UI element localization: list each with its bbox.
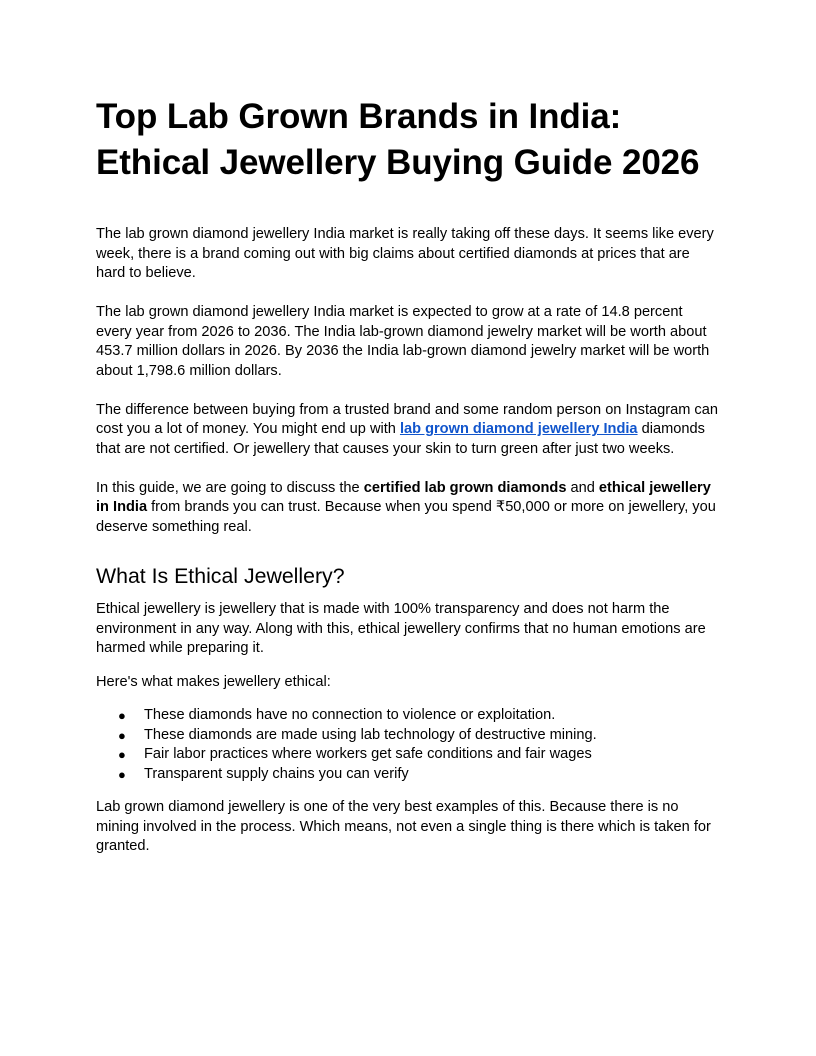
bullet-icon: ●: [118, 766, 126, 782]
trusted-brand-text-end: diamonds that are not certified. Or jewellery that causes your skin to turn green after just two weeks.: [96, 421, 705, 457]
bullet-icon: ●: [118, 708, 126, 723]
section-heading: What Is Ethical Jewellery?: [96, 564, 345, 588]
lab-grown-jewellery-link[interactable]: lab grown diamond jewellery India: [399, 421, 638, 437]
list-item: [96, 765, 720, 785]
guide-bold-ethical: ethical jewellery in India: [96, 479, 711, 515]
page-title: [96, 94, 720, 186]
title-line-1: Top Lab Grown Brands in India:: [96, 97, 622, 136]
trusted-brand-text-start: The difference between buying from a trusted brand and some random person on Instagram can cost you a lot of money. You might end up with: [96, 401, 718, 437]
guide-text-c: from brands you can trust. Because when you spend ₹50,000 or more on jewellery, you deserve something real.: [96, 499, 716, 535]
list-intro-paragraph: Here's what makes jewellery ethical:: [96, 673, 331, 690]
list-item: [96, 726, 720, 746]
guide-text-a: In this guide, we are going to discuss the: [96, 479, 364, 496]
ethical-definition-paragraph: Ethical jewellery is jewellery that is made with 100% transparency and does not harm the environment in any way. Along with this, ethical jewellery confirms that no human emotions are harmed while preparing it.: [96, 601, 706, 656]
list-item-text: Transparent supply chains you can verify: [144, 765, 409, 782]
list-item: [96, 706, 720, 726]
trusted-brand-paragraph: [96, 401, 720, 460]
guide-intro-paragraph: [96, 479, 720, 538]
guide-text-b: and: [566, 479, 599, 496]
intro-paragraph: The lab grown diamond jewellery India market is really taking off these days. It seems like every week, there is a brand coming out with big claims about certified diamonds at prices that are hard to believe.: [96, 226, 714, 281]
guide-bold-certified: certified lab grown diamonds: [363, 479, 567, 496]
list-item: [96, 745, 720, 765]
list-item-text: These diamonds have no connection to violence or exploitation.: [144, 707, 556, 723]
bullet-icon: ●: [118, 747, 126, 762]
closing-paragraph: Lab grown diamond jewellery is one of the very best examples of this. Because there is no mining involved in the process. Which means, not even a single thing is there which is taken for granted.: [96, 799, 711, 854]
ethical-criteria-list: [96, 706, 720, 784]
market-growth-paragraph: The lab grown diamond jewellery India market is expected to grow at a rate of 14.8 percent every year from 2026 to 2036. The India lab-grown diamond jewelry market will be worth about 453.7 million dollars in 2026. By 2036 the India lab-grown diamond jewelry market will be worth about 1,798.6 million dollars.: [96, 304, 710, 379]
list-item-text: Fair labor practices where workers get safe conditions and fair wages: [144, 746, 592, 762]
bullet-icon: ●: [118, 727, 126, 743]
title-line-2: Ethical Jewellery Buying Guide 2026: [96, 143, 700, 182]
list-item-text: These diamonds are made using lab technology of destructive mining.: [144, 726, 597, 743]
document-page: [96, 94, 720, 857]
